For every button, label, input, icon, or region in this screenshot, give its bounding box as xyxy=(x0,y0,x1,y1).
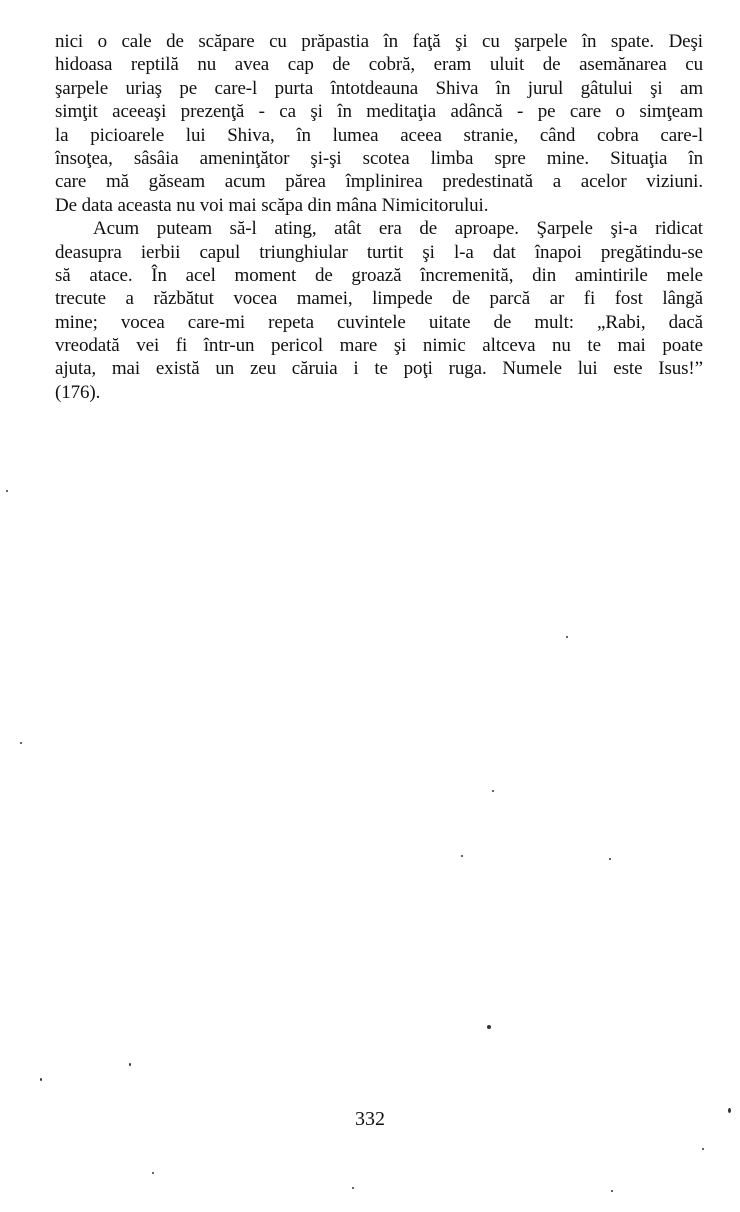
paragraph-1 xyxy=(55,30,703,217)
scan-speck xyxy=(40,1078,42,1081)
scan-speck xyxy=(609,858,611,860)
scan-speck xyxy=(129,1063,131,1066)
page-number: 332 xyxy=(355,1108,385,1130)
text-line: însoţea, sâsâia ameninţător şi-şi scotea limba spre mine. Situaţia în xyxy=(55,147,703,169)
scan-speck xyxy=(6,490,8,492)
paragraph-2 xyxy=(55,217,703,404)
body-text xyxy=(55,30,703,404)
text-line: mine; vocea care-mi repeta cuvintele uitate de mult: „Rabi, dacă xyxy=(55,311,703,333)
text-line: deasupra ierbii capul triunghiular turtit şi l-a dat înapoi pregătindu-se xyxy=(55,241,703,263)
scan-speck xyxy=(352,1187,354,1189)
scan-speck xyxy=(20,742,22,744)
scan-speck xyxy=(566,636,568,638)
text-line: (176). xyxy=(55,381,101,403)
scan-speck xyxy=(728,1108,731,1113)
scan-speck xyxy=(487,1025,491,1029)
scan-speck xyxy=(611,1190,613,1192)
text-line: simţit aceeaşi prezenţă - ca şi în meditaţia adâncă - pe care o simţeam xyxy=(55,101,703,123)
text-line: Acum puteam să-l ating, atât era de aproape. Şarpele şi-a ridicat xyxy=(93,218,703,240)
text-line: nici o cale de scăpare cu prăpastia în faţă şi cu şarpele în spate. Deşi xyxy=(55,31,703,52)
scan-speck xyxy=(492,790,494,792)
scan-speck xyxy=(461,855,463,857)
text-line: De data aceasta nu voi mai scăpa din mâna Nimicitorului. xyxy=(55,194,489,216)
text-line: la picioarele lui Shiva, în lumea aceea stranie, când cobra care-l xyxy=(55,124,703,146)
text-line: să atace. În acel moment de groază încremenită, din amintirile mele xyxy=(55,264,703,286)
scan-speck xyxy=(702,1148,704,1150)
text-line: hidoasa reptilă nu avea cap de cobră, eram uluit de asemănarea cu xyxy=(55,54,703,76)
text-line: ajuta, mai există un zeu căruia i te poţi ruga. Numele lui este Isus!” xyxy=(55,358,703,380)
text-line: şarpele uriaş pe care-l purta întotdeauna Shiva în jurul gâtului şi am xyxy=(55,77,703,99)
text-line: trecute a răzbătut vocea mamei, limpede de parcă ar fi fost lângă xyxy=(55,288,703,310)
text-line: vreodată vei fi într-un pericol mare şi nimic altceva nu te mai poate xyxy=(55,335,703,357)
scan-speck xyxy=(152,1172,154,1174)
text-line: care mă găseam acum părea împlinirea predestinată a acelor viziuni. xyxy=(55,171,703,193)
